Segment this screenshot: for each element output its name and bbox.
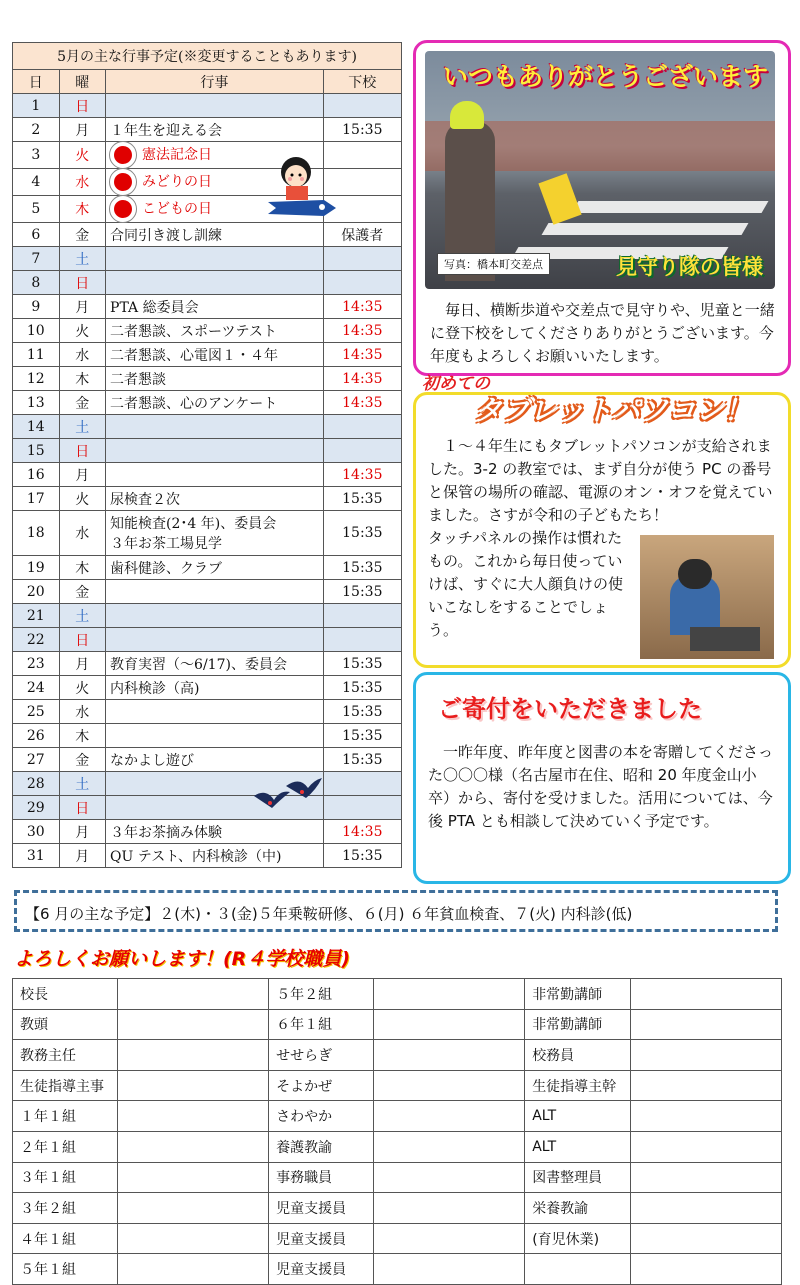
schedule-day: 15	[13, 439, 60, 463]
schedule-dismissal-time: 15:35	[323, 676, 401, 700]
schedule-event: 尿検査２次	[106, 487, 324, 511]
schedule-day: 5	[13, 196, 60, 223]
staff-row	[13, 1040, 782, 1071]
staff-name-blank	[631, 1040, 782, 1071]
schedule-dismissal-time: 14:35	[323, 367, 401, 391]
schedule-dow: 水	[59, 169, 105, 196]
header-event: 行事	[106, 70, 324, 94]
header-dow: 曜	[59, 70, 105, 94]
event-line: 知能検査(2･4 年)、委員会	[110, 516, 277, 532]
schedule-row	[13, 511, 402, 556]
schedule-day: 30	[13, 820, 60, 844]
schedule-day: 12	[13, 367, 60, 391]
holiday-name: こどもの日	[142, 201, 213, 217]
schedule-dow: 金	[59, 391, 105, 415]
holiday-name: みどりの日	[142, 174, 213, 190]
schedule-dismissal-time	[323, 604, 401, 628]
header-day: 日	[13, 70, 60, 94]
schedule-day: 2	[13, 118, 60, 142]
staff-table	[12, 978, 782, 1285]
staff-role: ３年２組	[13, 1193, 118, 1224]
japan-flag-icon	[110, 196, 136, 222]
schedule-dow: 水	[59, 700, 105, 724]
schedule-day: 18	[13, 511, 60, 556]
schedule-event	[106, 604, 324, 628]
staff-role: 事務職員	[269, 1162, 374, 1193]
schedule-event: なかよし遊び	[106, 748, 324, 772]
schedule-row	[13, 118, 402, 142]
schedule-day: 16	[13, 463, 60, 487]
schedule-event: 二者懇談、心のアンケート	[106, 391, 324, 415]
schedule-dow: 日	[59, 796, 105, 820]
june-schedule-bar: 【6 月の主な予定】２(木)・３(金)５年乗鞍研修、６(月) ６年貧血検査、７(火) 内科診(低)	[14, 890, 778, 932]
schedule-event: １年生を迎える会	[106, 118, 324, 142]
staff-row	[13, 1193, 782, 1224]
schedule-day: 10	[13, 319, 60, 343]
staff-role: ５年１組	[13, 1254, 118, 1285]
schedule-row	[13, 580, 402, 604]
schedule-event	[106, 511, 324, 556]
schedule-row	[13, 604, 402, 628]
schedule-dow: 土	[59, 415, 105, 439]
schedule-dismissal-time	[323, 796, 401, 820]
schedule-dismissal-time: 15:35	[323, 844, 401, 868]
staff-row	[13, 1101, 782, 1132]
staff-name-blank	[374, 1070, 525, 1101]
staff-role: 児童支援員	[269, 1193, 374, 1224]
tablet-title-small: 初めての	[422, 374, 490, 394]
schedule-dow: 月	[59, 463, 105, 487]
schedule-dismissal-time	[323, 415, 401, 439]
staff-row	[13, 1131, 782, 1162]
schedule-row	[13, 796, 402, 820]
schedule-event	[106, 463, 324, 487]
staff-role: 生徒指導主幹	[525, 1070, 631, 1101]
schedule-dismissal-time: 14:35	[323, 319, 401, 343]
schedule-dow: 日	[59, 271, 105, 295]
schedule-event: QU テスト、内科検診（中)	[106, 844, 324, 868]
schedule-row	[13, 247, 402, 271]
schedule-row	[13, 556, 402, 580]
staff-name-blank	[631, 979, 782, 1010]
staff-role: ALT	[525, 1131, 631, 1162]
schedule-dow: 月	[59, 295, 105, 319]
japan-flag-icon	[110, 142, 136, 168]
schedule-dow: 月	[59, 652, 105, 676]
schedule-event: 二者懇談、心電図１・４年	[106, 343, 324, 367]
schedule-day: 13	[13, 391, 60, 415]
schedule-day: 3	[13, 142, 60, 169]
schedule-title: 5月の主な行事予定(※変更することもあります)	[13, 43, 402, 70]
tablet-body-left: タッチパネルの操作は慣れたもの。これから毎日使っていけば、すぐに大人顔負けの使いこなしをすることでしょう。	[428, 529, 624, 639]
schedule-row	[13, 391, 402, 415]
schedule-dismissal-time: 14:35	[323, 463, 401, 487]
schedule-event	[106, 247, 324, 271]
staff-role: 栄養教諭	[525, 1193, 631, 1224]
staff-name-blank	[118, 1040, 269, 1071]
schedule-day: 29	[13, 796, 60, 820]
staff-role: 非常勤講師	[525, 1009, 631, 1040]
staff-name-blank	[374, 1162, 525, 1193]
schedule-dow: 土	[59, 772, 105, 796]
schedule-dow: 木	[59, 724, 105, 748]
tablet-title-big: タブレットパソコン！	[474, 394, 752, 427]
schedule-row	[13, 487, 402, 511]
schedule-dismissal-time: 15:35	[323, 118, 401, 142]
staff-role: さわやか	[269, 1101, 374, 1132]
schedule-dow: 火	[59, 142, 105, 169]
schedule-dow: 金	[59, 223, 105, 247]
donation-box	[413, 672, 791, 884]
schedule-dismissal-time: 14:35	[323, 391, 401, 415]
staff-name-blank	[118, 1162, 269, 1193]
schedule-row	[13, 676, 402, 700]
staff-name-blank	[374, 979, 525, 1010]
staff-name-blank	[118, 1254, 269, 1285]
staff-name-blank	[374, 1009, 525, 1040]
schedule-day: 17	[13, 487, 60, 511]
staff-role: ６年１組	[269, 1009, 374, 1040]
schedule-dismissal-time	[323, 247, 401, 271]
staff-role: １年１組	[13, 1101, 118, 1132]
may-schedule-table	[12, 42, 402, 868]
schedule-row	[13, 142, 402, 169]
staff-name-blank	[374, 1040, 525, 1071]
schedule-event: 合同引き渡し訓練	[106, 223, 324, 247]
staff-name-blank	[374, 1131, 525, 1162]
schedule-day: 11	[13, 343, 60, 367]
header-dismissal: 下校	[323, 70, 401, 94]
schedule-day: 24	[13, 676, 60, 700]
schedule-day: 26	[13, 724, 60, 748]
thanks-volunteers-box	[413, 40, 791, 376]
staff-role: ALT	[525, 1101, 631, 1132]
schedule-day: 19	[13, 556, 60, 580]
schedule-day: 22	[13, 628, 60, 652]
staff-row	[13, 1009, 782, 1040]
schedule-day: 7	[13, 247, 60, 271]
schedule-dow: 金	[59, 580, 105, 604]
event-line: ３年お茶工場見学	[110, 536, 223, 552]
schedule-row	[13, 319, 402, 343]
schedule-event	[106, 271, 324, 295]
staff-role: そよかぜ	[269, 1070, 374, 1101]
schedule-row	[13, 367, 402, 391]
staff-row	[13, 979, 782, 1010]
tablet-body-top: １～４年生にもタブレットパソコンが支給されました。3-2 の教室では、まず自分が使う PC の番号と保管の場所の確認、電源のオン・オフを覚えていました。さすが令和の子どもたち！	[428, 437, 773, 524]
schedule-dow: 水	[59, 511, 105, 556]
schedule-event	[106, 94, 324, 118]
schedule-event	[106, 580, 324, 604]
schedule-dow: 月	[59, 118, 105, 142]
staff-name-blank	[631, 1254, 782, 1285]
staff-name-blank	[118, 1223, 269, 1254]
schedule-row	[13, 820, 402, 844]
schedule-day: 8	[13, 271, 60, 295]
staff-role: (育児休業)	[525, 1223, 631, 1254]
schedule-dismissal-time: 15:35	[323, 487, 401, 511]
schedule-event: 教育実習（～6/17)、委員会	[106, 652, 324, 676]
schedule-dow: 日	[59, 439, 105, 463]
staff-role: 図書整理員	[525, 1162, 631, 1193]
schedule-row	[13, 343, 402, 367]
schedule-dismissal-time: 15:35	[323, 700, 401, 724]
schedule-dow: 日	[59, 628, 105, 652]
schedule-row	[13, 628, 402, 652]
schedule-dow: 火	[59, 319, 105, 343]
schedule-dow: 月	[59, 844, 105, 868]
staff-row	[13, 1223, 782, 1254]
staff-name-blank	[118, 1193, 269, 1224]
schedule-row	[13, 223, 402, 247]
staff-name-blank	[631, 1162, 782, 1193]
staff-role: 校務員	[525, 1040, 631, 1071]
donation-title: ご寄付をいただきました	[438, 695, 702, 723]
staff-name-blank	[631, 1131, 782, 1162]
schedule-day: 14	[13, 415, 60, 439]
staff-role: 養護教諭	[269, 1131, 374, 1162]
staff-title: よろしくお願いします！(R４学校職員)	[14, 948, 350, 970]
staff-name-blank	[631, 1070, 782, 1101]
schedule-dow: 月	[59, 820, 105, 844]
staff-role: 教務主任	[13, 1040, 118, 1071]
staff-role: ３年１組	[13, 1162, 118, 1193]
staff-role: 生徒指導主事	[13, 1070, 118, 1101]
staff-role	[525, 1254, 631, 1285]
schedule-row	[13, 196, 402, 223]
schedule-day: 20	[13, 580, 60, 604]
staff-role: 教頭	[13, 1009, 118, 1040]
schedule-row	[13, 844, 402, 868]
schedule-row	[13, 94, 402, 118]
schedule-row	[13, 652, 402, 676]
staff-role: 児童支援員	[269, 1223, 374, 1254]
schedule-day: 21	[13, 604, 60, 628]
schedule-day: 4	[13, 169, 60, 196]
schedule-row	[13, 439, 402, 463]
donation-body: 一昨年度、昨年度と図書の本を寄贈してくださった〇〇〇様（名古屋市在住、昭和 20 年度金山小卒）から、寄付を受けました。活用については、今後 PTA とも相談して決めていく予定です。	[428, 743, 774, 830]
japan-flag-icon	[110, 169, 136, 195]
staff-row	[13, 1162, 782, 1193]
staff-role: せせらぎ	[269, 1040, 374, 1071]
schedule-dismissal-time	[323, 94, 401, 118]
schedule-dismissal-time	[323, 772, 401, 796]
schedule-dow: 土	[59, 604, 105, 628]
schedule-row	[13, 271, 402, 295]
schedule-event	[106, 700, 324, 724]
schedule-dow: 火	[59, 487, 105, 511]
schedule-dismissal-time: 15:35	[323, 724, 401, 748]
schedule-row	[13, 748, 402, 772]
staff-name-blank	[374, 1101, 525, 1132]
schedule-dismissal-time: 15:35	[323, 652, 401, 676]
schedule-dow: 火	[59, 676, 105, 700]
thanks-title: いつもありがとうございます	[443, 62, 769, 91]
schedule-dismissal-time: 14:35	[323, 820, 401, 844]
staff-role: 児童支援員	[269, 1254, 374, 1285]
schedule-event: PTA 総委員会	[106, 295, 324, 319]
staff-role: 校長	[13, 979, 118, 1010]
staff-name-blank	[118, 979, 269, 1010]
staff-name-blank	[374, 1223, 525, 1254]
schedule-dismissal-time	[323, 439, 401, 463]
photo-caption: 写真：橋本町交差点	[437, 253, 550, 275]
schedule-dismissal-time: 14:35	[323, 295, 401, 319]
schedule-day: 31	[13, 844, 60, 868]
tablet-classroom-photo	[640, 535, 774, 659]
schedule-day: 27	[13, 748, 60, 772]
schedule-event: 内科検診（高)	[106, 676, 324, 700]
swallow-birds-illustration	[250, 776, 322, 822]
schedule-dismissal-time: 保護者	[323, 223, 401, 247]
schedule-dismissal-time: 15:35	[323, 511, 401, 556]
schedule-dow: 日	[59, 94, 105, 118]
schedule-day: 23	[13, 652, 60, 676]
staff-name-blank	[118, 1070, 269, 1101]
schedule-event	[106, 415, 324, 439]
schedule-day: 28	[13, 772, 60, 796]
schedule-dow: 木	[59, 556, 105, 580]
schedule-dow: 土	[59, 247, 105, 271]
schedule-dismissal-time	[323, 271, 401, 295]
staff-name-blank	[118, 1009, 269, 1040]
photo-subtitle: 見守り隊の皆様	[616, 255, 763, 279]
schedule-row	[13, 724, 402, 748]
schedule-dow: 木	[59, 196, 105, 223]
schedule-dow: 水	[59, 343, 105, 367]
staff-name-blank	[374, 1193, 525, 1224]
tablet-pc-box	[413, 374, 791, 668]
schedule-dow: 金	[59, 748, 105, 772]
schedule-event	[106, 628, 324, 652]
staff-name-blank	[631, 1193, 782, 1224]
thanks-body: 毎日、横断歩道や交差点で見守りや、児童と一緒に登下校をしてくださりありがとうございます。今年度もよろしくお願いいたします。	[430, 301, 775, 365]
schedule-dismissal-time: 15:35	[323, 748, 401, 772]
schedule-event: 歯科健診、クラブ	[106, 556, 324, 580]
schedule-event	[106, 724, 324, 748]
staff-name-blank	[118, 1101, 269, 1132]
schedule-dismissal-time	[323, 628, 401, 652]
staff-row	[13, 1254, 782, 1285]
schedule-event: 二者懇談、スポーツテスト	[106, 319, 324, 343]
staff-name-blank	[631, 1009, 782, 1040]
schedule-row	[13, 295, 402, 319]
schedule-event: 二者懇談	[106, 367, 324, 391]
schedule-header-row	[13, 70, 402, 94]
schedule-event: ３年お茶摘み体験	[106, 820, 324, 844]
holiday-name: 憲法記念日	[142, 147, 213, 163]
schedule-row	[13, 772, 402, 796]
schedule-day: 25	[13, 700, 60, 724]
schedule-row	[13, 700, 402, 724]
staff-name-blank	[631, 1101, 782, 1132]
schedule-dow: 木	[59, 367, 105, 391]
schedule-dismissal-time: 15:35	[323, 556, 401, 580]
schedule-row	[13, 415, 402, 439]
child-koinobori-illustration	[266, 150, 338, 220]
schedule-event	[106, 439, 324, 463]
staff-name-blank	[631, 1223, 782, 1254]
staff-name-blank	[374, 1254, 525, 1285]
schedule-dismissal-time: 15:35	[323, 580, 401, 604]
staff-row	[13, 1070, 782, 1101]
crossing-guard-photo	[425, 51, 775, 289]
schedule-row	[13, 169, 402, 196]
staff-name-blank	[118, 1131, 269, 1162]
schedule-row	[13, 463, 402, 487]
schedule-day: 1	[13, 94, 60, 118]
schedule-day: 6	[13, 223, 60, 247]
schedule-dismissal-time: 14:35	[323, 343, 401, 367]
staff-role: ４年１組	[13, 1223, 118, 1254]
schedule-day: 9	[13, 295, 60, 319]
staff-role: ２年１組	[13, 1131, 118, 1162]
staff-role: 非常勤講師	[525, 979, 631, 1010]
staff-role: ５年２組	[269, 979, 374, 1010]
